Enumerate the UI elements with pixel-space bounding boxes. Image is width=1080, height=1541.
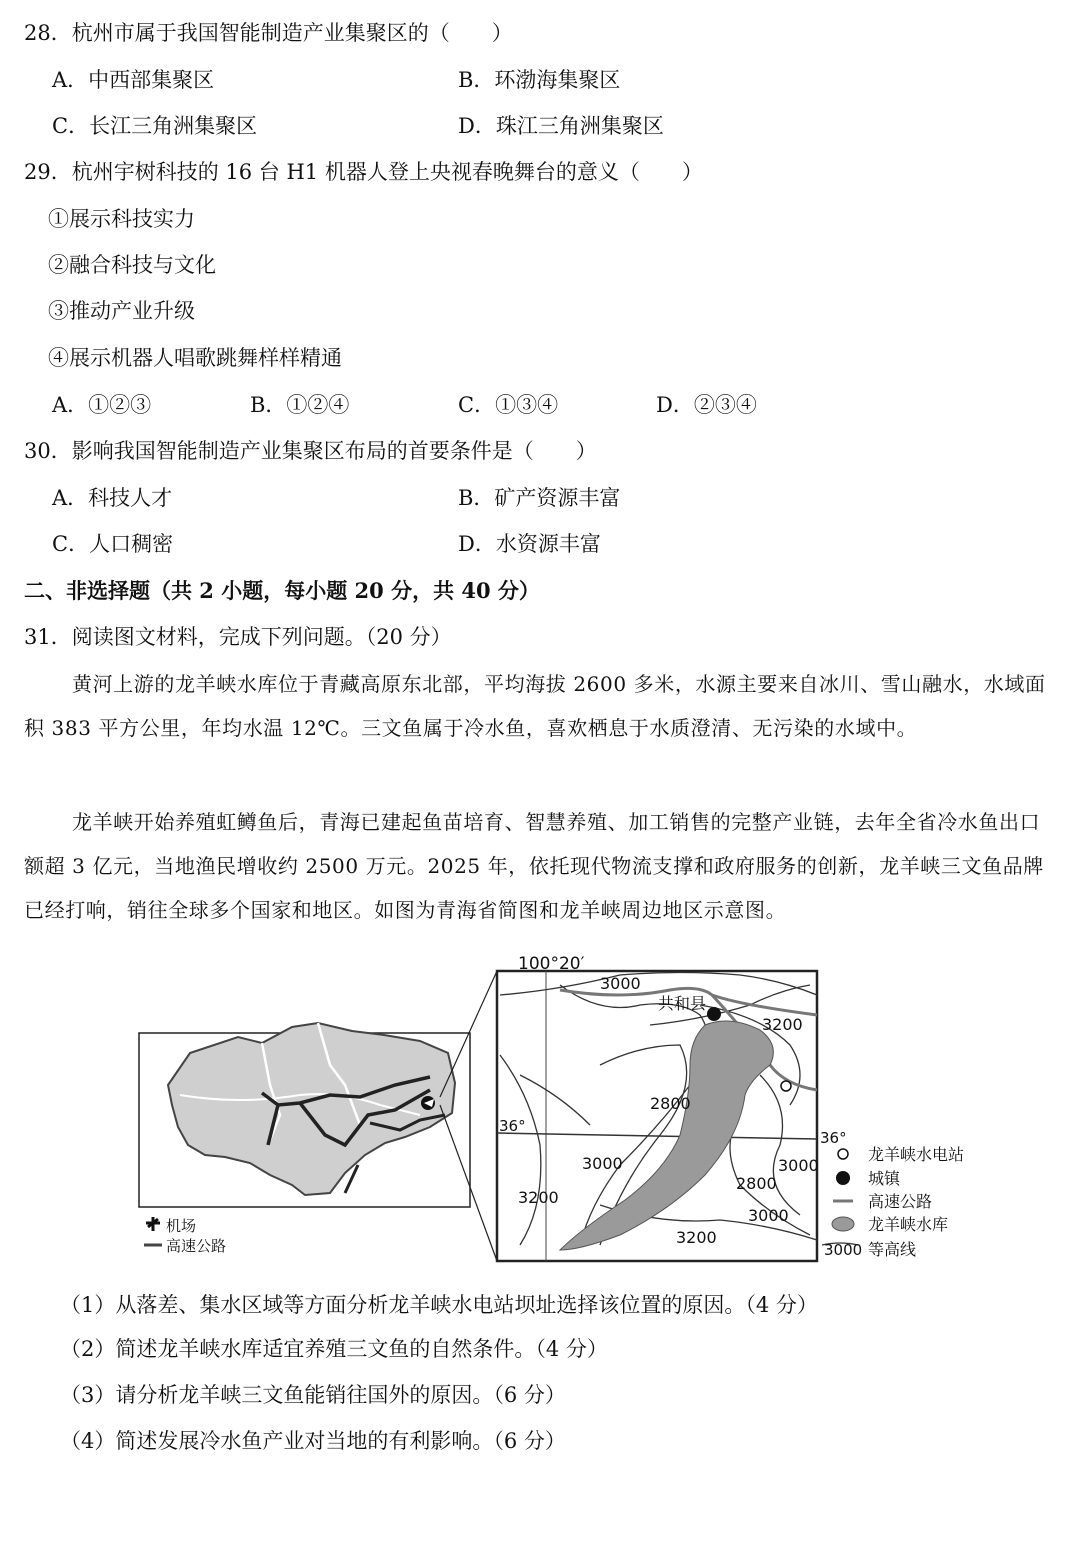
q28-stem: 28．杭州市属于我国智能制造产业集聚区的（ ）	[24, 21, 513, 45]
q31-sub-4: （4）简述发展冷水鱼产业对当地的有利影响。（6 分）	[60, 1429, 566, 1453]
town-label: 共和县	[658, 994, 707, 1013]
latitude-label-right: 36°	[820, 1129, 847, 1147]
legend-hydropower-station: 龙羊峡水电站	[868, 1145, 965, 1164]
q29-item-3: ③推动产业升级	[48, 299, 195, 323]
q30-option-a: A．科技人才	[52, 486, 173, 510]
contour-label: 3000	[778, 1156, 819, 1175]
q31-sub-2: （2）简述龙羊峡水库适宜养殖三文鱼的自然条件。（4 分）	[60, 1337, 608, 1361]
contour-label: 2800	[736, 1174, 777, 1193]
left-legend-highway: 高速公路	[166, 1237, 227, 1255]
q29-stem: 29．杭州宇树科技的 16 台 H1 机器人登上央视春晚舞台的意义（ ）	[24, 160, 703, 184]
q31-stem: 31．阅读图文材料，完成下列问题。（20 分）	[24, 625, 452, 649]
legend-station-symbol	[838, 1149, 848, 1159]
town-marker	[707, 1007, 721, 1021]
legend-contour: 等高线	[868, 1240, 917, 1259]
contour-label: 3200	[676, 1228, 717, 1247]
airport-icon	[146, 1217, 160, 1231]
contour-label: 3200	[518, 1188, 559, 1207]
latitude-label-left: 36°	[499, 1117, 526, 1135]
q31-paragraph-1	[24, 662, 1060, 750]
q31-paragraph-1-text: 黄河上游的龙羊峡水库位于青藏高原东北部，平均海拔 2600 多米，水源主要来自冰川、雪山融水，水域面积 383 平方公里，年均水温 12℃。三文鱼属于冷水鱼，喜欢栖息于水质澄清、无污染的水域中。	[24, 672, 1046, 740]
legend-town: 城镇	[868, 1169, 901, 1188]
q28-option-d: D．珠江三角洲集聚区	[458, 114, 664, 138]
left-legend-airport: 机场	[166, 1217, 197, 1235]
zoom-line	[440, 1105, 497, 1261]
legend-reservoir-symbol	[832, 1217, 854, 1231]
q31-paragraph-2	[24, 800, 1060, 932]
legend-contour-value: 3000	[824, 1241, 863, 1259]
legend-highway: 高速公路	[868, 1192, 933, 1211]
q28-option-a: A．中西部集聚区	[52, 68, 215, 92]
q28-option-c: C．长江三角洲集聚区	[52, 114, 258, 138]
q29-option-d: D．②③④	[656, 393, 757, 417]
q31-sub-1: （1）从落差、集水区域等方面分析龙羊峡水电站坝址选择该位置的原因。（4 分）	[60, 1293, 818, 1317]
q29-item-1: ①展示科技实力	[48, 207, 195, 231]
longitude-label: 100°20′	[518, 954, 585, 974]
q30-option-d: D．水资源丰富	[458, 532, 601, 556]
qinghai-province-shape	[168, 1023, 455, 1195]
qinghai-map-figure	[0, 945, 1080, 1275]
q29-option-a: A．①②③	[52, 393, 152, 417]
q31-paragraph-2-text: 龙羊峡开始养殖虹鳟鱼后，青海已建起鱼苗培育、智慧养殖、加工销售的完整产业链，去年全省冷水鱼出口额超 3 亿元，当地渔民增收约 2500 万元。2025 年，依托现代物流支撑和政府服务的创新，龙羊峡三文鱼品牌已经打响，销往全球多个国家和地区。如图为青海省简图和龙羊峡周边地区示意图。	[24, 810, 1044, 922]
q28-option-b: B．环渤海集聚区	[458, 68, 621, 92]
q30-option-b: B．矿产资源丰富	[458, 486, 621, 510]
q29-option-c: C．①③④	[458, 393, 559, 417]
contour-label: 2800	[650, 1094, 691, 1113]
zoom-line	[440, 971, 497, 1097]
legend-town-symbol	[836, 1171, 850, 1185]
q31-sub-3: （3）请分析龙羊峡三文鱼能销往国外的原因。（6 分）	[60, 1383, 566, 1407]
contour-label: 3200	[762, 1015, 803, 1034]
contour-label: 3000	[582, 1154, 623, 1173]
q29-option-b: B．①②④	[250, 393, 350, 417]
q29-item-2: ②融合科技与文化	[48, 253, 216, 277]
section2-title: 二、非选择题（共 2 小题，每小题 20 分，共 40 分）	[24, 578, 540, 603]
q30-option-c: C．人口稠密	[52, 532, 174, 556]
q30-stem: 30．影响我国智能制造产业集聚区布局的首要条件是（ ）	[24, 439, 597, 463]
hydropower-station-marker	[781, 1081, 791, 1091]
contour-label: 3000	[600, 974, 641, 993]
legend-reservoir: 龙羊峡水库	[868, 1215, 949, 1234]
contour-label: 3000	[748, 1206, 789, 1225]
q29-item-4: ④展示机器人唱歌跳舞样样精通	[48, 346, 342, 370]
